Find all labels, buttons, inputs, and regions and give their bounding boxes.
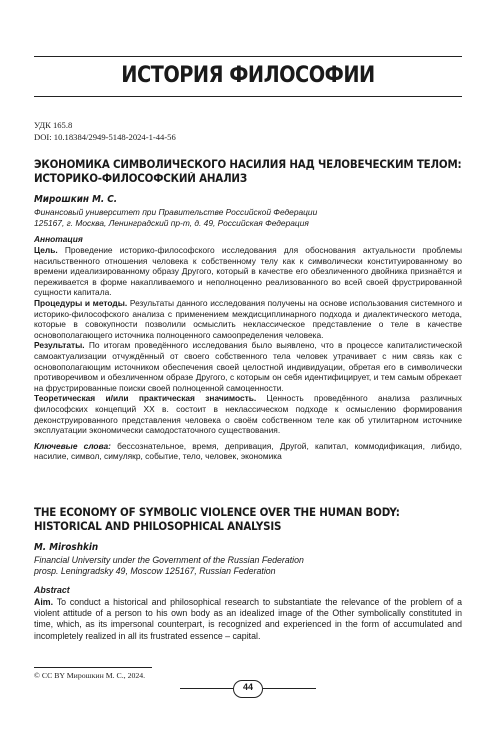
en-author: M. Miroshkin [34, 542, 99, 553]
ru-results-label: Результаты. [34, 340, 85, 351]
ru-affiliation-line2: 125167, г. Москва, Ленинградский пр-т, д. 49, Российская Федерация [34, 218, 309, 228]
section-title: ИСТОРИЯ ФИЛОСОФИИ [121, 62, 375, 88]
ru-significance-text: Ценность проведённого анализа различных философских концепций XX в. состоит в неклассическом подходе к осмыслению формирования деконструированного представления человека о своём собственном теле как об утилитарном источнике эксплуатации экономически самодостаточного существования. [34, 393, 462, 436]
ru-significance-paragraph [34, 393, 462, 435]
ru-aim-label: Цель. [34, 245, 58, 255]
ru-results-text: По итогам проведённого исследования было выявлено, что в процессе капиталистической самоактуализации отчуждённый от своего собственного тела человек утрачивает с ним связь как с основополагающим источником обеспечения своей целостной индивидуации, обретая его в символически противоречивом и обезличенном образе Другого, с которым он себя идентифицирует, и тем самым обрекает на фрустрированные поиски своей полноценной самоценности. [34, 340, 462, 393]
en-title-line2: HISTORICAL AND PHILOSOPHICAL ANALYSIS [34, 519, 282, 533]
en-affiliation-line1: Financial University under the Government of the Russian Federation [34, 555, 304, 565]
en-article-title [34, 506, 462, 534]
ru-abstract-heading: Аннотация [34, 234, 83, 244]
en-aim-label: Aim. [34, 597, 54, 607]
ru-aim-text: Проведение историко-философского исследования для обоснования актуальности проблемы насильственного отношения человека к собственному телу как к символически конституированному во времени идеализированному образу Другого, который в качестве его обезличенного двойника признаётся и переживается в форме накапливаемого и неполноценно реализованного во всей своей фрустрированной сущности капитала. [34, 245, 462, 298]
udc-code: УДК 165.8 [34, 120, 73, 130]
ru-title-line1: ЭКОНОМИКА СИМВОЛИЧЕСКОГО НАСИЛИЯ НАД ЧЕЛОВЕЧЕСКИМ ТЕЛОМ: [34, 158, 462, 171]
ru-abstract-body [34, 245, 462, 462]
en-aim-text: To conduct a historical and philosophical research to substantiate the relevance of the problem of a violent attitude of a person to his own body as an idealized image of the Other symbolically constituted in time, which, as its impersonal counterpart, is recognized and experienced in the form of accumulated and incompletely realized in all its frustrated essence – capital. [34, 597, 462, 641]
footnote-rule [34, 667, 152, 668]
doi: DOI: 10.18384/2949-5148-2024-1-44-56 [34, 132, 176, 142]
ru-aim-paragraph [34, 245, 462, 298]
en-affiliation-line2: prosp. Leningradsky 49, Moscow 125167, Russian Federation [34, 566, 276, 576]
ru-title-line2: ИСТОРИКО-ФИЛОСОФСКИЙ АНАЛИЗ [34, 171, 247, 185]
ru-keywords-paragraph [34, 441, 462, 462]
en-aim-paragraph [34, 597, 462, 642]
ru-results-paragraph [34, 340, 462, 393]
page-number-badge [233, 680, 263, 698]
ru-methods-text: Результаты данного исследования получены на основе использования системного и историко-философского анализа с применением междисциплинарного подхода и диалектического метода, которые в совокупности позволили осмыслить неклассическое представление о теле в качестве основополагающего источника полноценного самоопределения человека. [34, 297, 462, 340]
page-rule-left [180, 688, 233, 689]
en-title-line1: THE ECONOMY OF SYMBOLIC VIOLENCE OVER THE HUMAN BODY: [34, 506, 400, 519]
ru-keywords-text: бессознательное, время, депривация, Другой, капитал, коммодификация, либидо, насилие, символ, симулякр, событие, тело, человек, экономика [34, 440, 462, 462]
ru-article-title [34, 158, 462, 186]
license-footnote: © CC BY Мирошкин М. С., 2024. [34, 671, 146, 680]
ru-methods-label: Процедуры и методы. [34, 297, 128, 308]
page-number: 44 [242, 682, 253, 692]
page-rule-right [263, 688, 316, 689]
ru-author: Мирошкин М. С. [34, 194, 118, 205]
header-rule-top [34, 56, 462, 57]
en-abstract-heading: Abstract [34, 585, 70, 595]
ru-affiliation-line1: Финансовый университет при Правительстве Российской Федерации [34, 207, 318, 217]
ru-significance-label: Теоретическая и/или практическая значимость. [34, 393, 257, 404]
header-rule-bottom [34, 96, 462, 97]
ru-keywords-label: Ключевые слова: [34, 440, 111, 451]
ru-methods-paragraph [34, 298, 462, 340]
